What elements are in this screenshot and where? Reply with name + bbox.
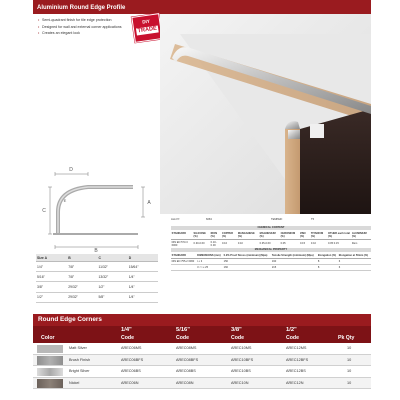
table-cell: 0.10	[237, 239, 259, 248]
chem-header: CHROMIUM (%)	[280, 231, 299, 239]
mech-header: Elongation (%)	[317, 253, 338, 258]
diagram-label-a: A	[147, 200, 151, 206]
table-cell: 1/2"	[36, 292, 67, 302]
table-cell: 0.10	[310, 239, 327, 248]
swatch-matt-silver	[37, 345, 63, 354]
color-name: Nickel	[69, 380, 80, 385]
qty-cell: 10	[347, 380, 352, 385]
table-cell: 215	[271, 264, 317, 270]
qty-cell: 10	[347, 357, 352, 362]
size-header-b: B	[67, 254, 97, 262]
chem-header: STANDARD	[171, 231, 193, 239]
qty-cell: 10	[347, 346, 352, 350]
mech-header: STANDARD	[171, 253, 197, 258]
corners-color-header: Color	[41, 335, 55, 341]
corners-code-header: Code	[231, 335, 244, 341]
size-header-a: Size A	[36, 254, 67, 262]
table-cell: 13/32"	[97, 272, 127, 282]
mechanical-table	[171, 253, 371, 271]
code-cell: AREC06MS	[121, 346, 142, 350]
chem-header: COPPER (%)	[221, 231, 237, 239]
code-cell: AREC12N	[286, 380, 304, 385]
table-row	[36, 282, 158, 292]
corners-pk-header: Pk Qty	[338, 335, 355, 341]
mech-header: DIMENSIONS (mm)	[197, 253, 224, 258]
profile-diagram	[33, 167, 160, 254]
corners-rows	[33, 343, 371, 389]
table-cell: Rem	[351, 239, 371, 248]
code-cell: AREC06BFS	[121, 357, 144, 362]
chemical-table	[171, 231, 371, 249]
mech-header: 0.2% Proof Stress (minimum) (Mpa)	[223, 253, 271, 258]
feature-item: • Creates an elegant look	[38, 31, 130, 36]
table-cell: 6	[338, 258, 371, 264]
qty-cell: 10	[347, 369, 352, 373]
chem-header: SILICONE (%)	[193, 231, 210, 239]
table-row	[33, 355, 371, 367]
corners-size-header: 3/8"	[231, 327, 242, 333]
badge-line2: TRADE	[137, 25, 158, 34]
table-cell: 0.10-0.30	[210, 239, 221, 248]
alloy-value: 6063	[206, 218, 212, 221]
corners-title: Round Edge Corners	[38, 316, 102, 323]
color-name: Matt Silver	[69, 346, 87, 350]
corners-code-header: Code	[286, 335, 299, 341]
table-row	[33, 366, 371, 378]
table-cell	[171, 264, 197, 270]
code-cell: AREC06N	[121, 380, 139, 385]
chem-header: MAGNESIUM (%)	[259, 231, 280, 239]
mech-header: Elongation at 50mm (%)	[338, 253, 371, 258]
chem-header: MANGANESE (%)	[237, 231, 259, 239]
chem-header: TITANIUM (%)	[310, 231, 327, 239]
table-cell: 15/64"	[128, 262, 158, 272]
specs-block	[171, 218, 371, 310]
table-cell: 1/4"	[128, 282, 158, 292]
code-cell: AREC08BS	[176, 369, 196, 373]
chem-header: OTHER each total (%)	[327, 231, 350, 238]
table-row	[33, 343, 371, 355]
swatch-bright-silver	[37, 368, 63, 377]
chem-header: ZINC (%)	[299, 231, 310, 239]
table-cell: 0.35-0.60	[259, 239, 280, 248]
table-row	[36, 262, 158, 272]
code-cell: AREC08MS	[176, 346, 197, 350]
table-cell: 29/32"	[67, 282, 97, 292]
table-cell: 3/8"	[36, 282, 67, 292]
feature-list	[38, 18, 130, 38]
table-cell: 0.30-0.60	[193, 239, 210, 248]
table-row	[36, 292, 158, 302]
diy-trade-badge	[131, 13, 162, 43]
alloy-label: ALLOY:	[171, 218, 180, 221]
size-header-d: D	[128, 254, 158, 262]
table-cell: 7/8"	[67, 262, 97, 272]
table-cell: 1/2"	[97, 282, 127, 292]
code-cell: AREC12MS	[286, 346, 307, 350]
product-photo	[160, 14, 371, 214]
table-cell: 8	[317, 264, 338, 270]
table-cell: 0.05	[280, 239, 299, 248]
corners-size-header: 5/16"	[176, 327, 191, 333]
table-cell: 0.10	[221, 239, 237, 248]
temper-label: TEMPER:	[271, 218, 283, 221]
table-cell: 1/4"	[128, 272, 158, 282]
table-cell: DIN EN 755-2 6060	[171, 258, 197, 264]
temper-value: T5	[311, 218, 315, 221]
alloy-temper-row	[171, 218, 371, 223]
corners-size-header: 1/2"	[286, 327, 297, 333]
feature-item: • Designed for wall and external corner applications	[38, 25, 130, 30]
table-cell: 160	[223, 264, 271, 270]
code-cell: AREC08N	[176, 380, 194, 385]
size-table-header	[36, 254, 158, 262]
table-cell: 29/32"	[67, 292, 97, 302]
code-cell: AREC10MS	[231, 346, 252, 350]
table-cell: 0.15	[299, 239, 310, 248]
size-header-c: C	[97, 254, 127, 262]
chem-header: ALUMINIUM (%)	[351, 231, 371, 239]
table-cell: 1/4"	[128, 292, 158, 302]
diagram-label-d: D	[69, 167, 73, 173]
table-row	[171, 239, 371, 248]
diagram-label-e: E	[63, 198, 67, 203]
table-row	[36, 272, 158, 282]
page-title: Aluminium Round Edge Profile	[33, 2, 371, 14]
code-cell: AREC10N	[231, 380, 249, 385]
table-cell: 3 < t ≤ 25	[197, 264, 224, 270]
mechanical-property-title: MECHANICAL PROPERTY	[171, 248, 371, 252]
code-cell: AREC10BS	[231, 369, 251, 373]
badge-line1: DIY	[141, 18, 151, 25]
corners-code-header: Code	[176, 335, 189, 341]
table-cell: 6	[338, 264, 371, 270]
corners-header	[33, 326, 371, 343]
code-cell: AREC08BFS	[176, 357, 199, 362]
color-name: Bright Silver	[69, 369, 90, 373]
color-name: Brush Finish	[69, 357, 91, 362]
chemical-header-row	[171, 231, 371, 239]
corners-code-header: Code	[121, 335, 134, 341]
swatch-nickel	[37, 379, 63, 388]
table-row	[33, 378, 371, 390]
diagram-label-b: B	[94, 248, 98, 254]
feature-item: • Semi-quadrant finish for tile edge protection	[38, 18, 130, 23]
table-cell: 190	[271, 258, 317, 264]
table-cell: DIN EN 573-3 6060	[171, 239, 193, 248]
table-cell: 5/8"	[97, 292, 127, 302]
table-cell: t ≤ 3	[197, 258, 224, 264]
code-cell: AREC12BS	[286, 369, 306, 373]
code-cell: AREC10BFS	[231, 357, 254, 362]
mech-header: Tensile Strength (minimum) (Mpa)	[271, 253, 317, 258]
table-cell: 8	[317, 258, 338, 264]
chemical-content-title: CHEMICAL CONTENT	[171, 226, 371, 230]
swatch-brush-finish	[37, 356, 63, 365]
table-row	[171, 264, 371, 270]
table-cell: 0.05 0.15	[327, 239, 351, 248]
code-cell: AREC06BS	[121, 369, 141, 373]
chem-header: IRON (%)	[210, 231, 221, 239]
table-cell: 5/16"	[36, 272, 67, 282]
size-table	[36, 254, 158, 303]
code-cell: AREC12BFS	[286, 357, 309, 362]
table-cell: 1/4"	[36, 262, 67, 272]
table-cell: 150	[223, 258, 271, 264]
diagram-label-c: C	[42, 208, 46, 214]
table-cell: 11/32"	[97, 262, 127, 272]
corners-size-header: 1/4"	[121, 327, 132, 333]
table-cell: 7/8"	[67, 272, 97, 282]
